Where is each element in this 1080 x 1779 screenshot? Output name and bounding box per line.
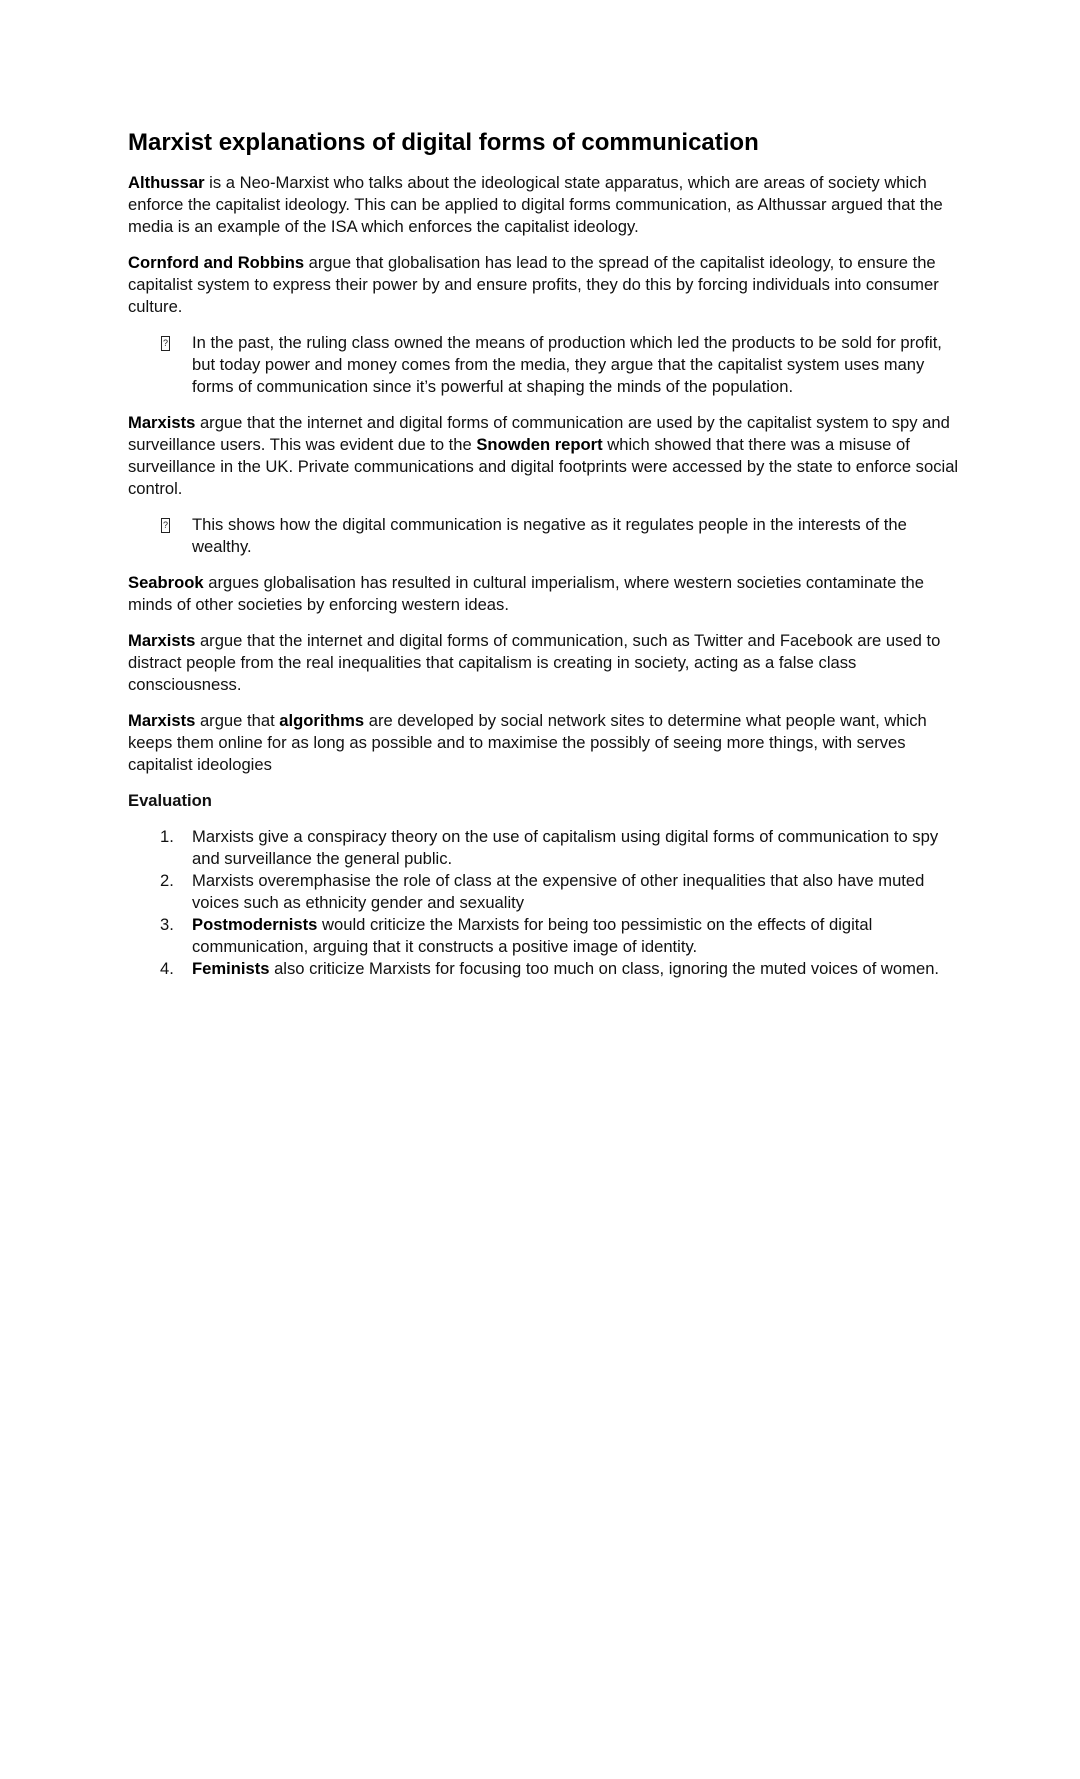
bold-term: algorithms — [279, 711, 365, 730]
paragraph-marxists-algorithms — [128, 710, 963, 776]
bold-term: Marxists — [128, 711, 196, 730]
bullet-list — [128, 514, 963, 558]
list-item — [128, 332, 963, 398]
list-number: 3. — [160, 915, 174, 934]
bold-term: Feminists — [192, 959, 270, 978]
paragraph-marxists-distract — [128, 630, 963, 696]
bold-term: Postmodernists — [192, 915, 318, 934]
paragraph-text: argues globalisation has resulted in cultural imperialism, where western societies contaminate the minds of other societies by enforcing western ideas. — [128, 573, 924, 614]
list-item-text: also criticize Marxists for focusing too much on class, ignoring the muted voices of women. — [269, 959, 940, 978]
bold-term: Marxists — [128, 413, 196, 432]
list-item — [128, 914, 963, 958]
paragraph-althussar — [128, 172, 963, 238]
bold-term: Cornford and Robbins — [128, 253, 305, 272]
list-number: 4. — [160, 959, 174, 978]
paragraph-text: is a Neo-Marxist who talks about the ideological state apparatus, which are areas of society which enforce the capitalist ideology. This can be applied to digital forms communication, as Althussar argued that the media is an example of the ISA which enforces the capitalist ideology. — [128, 173, 943, 236]
missing-glyph-box-icon: ? — [161, 336, 170, 351]
missing-glyph-box-icon: ? — [161, 518, 170, 533]
paragraph-text: argue that — [195, 711, 280, 730]
list-item — [128, 514, 963, 558]
paragraph-text: argue that the internet and digital forms of communication, such as Twitter and Facebook are used to distract people from the real inequalities that capitalism is creating in society, acting as a false class consciousness. — [128, 631, 941, 694]
paragraph-marxists-surveillance — [128, 412, 963, 500]
paragraph-text: are developed by social network sites to determine what people want, which keeps them online for as long as possible and to maximise the possibly of seeing more things, with serves capitalist ideologies — [128, 711, 927, 774]
list-item — [128, 870, 963, 914]
list-item-text: would criticize the Marxists for being too pessimistic on the effects of digital communication, arguing that it constructs a positive image of identity. — [192, 915, 873, 956]
paragraph-cornford-robbins — [128, 252, 963, 318]
list-item — [128, 826, 963, 870]
bullet-text: In the past, the ruling class owned the means of production which led the products to be sold for profit, but today power and money comes from the media, they argue that the capitalist system uses many forms of communication since it’s powerful at shaping the minds of the population. — [192, 333, 942, 396]
bullet-text: This shows how the digital communication is negative as it regulates people in the interests of the wealthy. — [192, 515, 907, 556]
paragraph-text: argue that the internet and digital forms of communication are used by the capitalist system to spy and surveillance users. This was evident due to the — [128, 413, 950, 454]
list-item-text: Marxists overemphasise the role of class at the expensive of other inequalities that also have muted voices such as ethnicity gender and sexuality — [192, 871, 925, 912]
bold-term: Seabrook — [128, 573, 204, 592]
bold-term: Althussar — [128, 173, 205, 192]
paragraph-text: which showed that there was a misuse of surveillance in the UK. Private communications and digital footprints were accessed by the state to enforce social control. — [128, 435, 959, 498]
document-body — [128, 128, 963, 980]
bullet-list — [128, 332, 963, 398]
bold-term: Marxists — [128, 631, 196, 650]
paragraph-text: argue that globalisation has lead to the spread of the capitalist ideology, to ensure the capitalist system to express their power by and ensure profits, they do this by forcing individuals into consumer culture. — [128, 253, 939, 316]
evaluation-heading: Evaluation — [128, 791, 212, 810]
document-title: Marxist explanations of digital forms of communication — [128, 129, 759, 156]
list-item — [128, 958, 963, 980]
list-number: 1. — [160, 827, 174, 846]
list-number: 2. — [160, 871, 174, 890]
evaluation-list — [128, 826, 963, 980]
list-item-text: Marxists give a conspiracy theory on the use of capitalism using digital forms of communication to spy and surveillance the general public. — [192, 827, 939, 868]
bold-term: Snowden report — [476, 435, 603, 454]
paragraph-seabrook — [128, 572, 963, 616]
